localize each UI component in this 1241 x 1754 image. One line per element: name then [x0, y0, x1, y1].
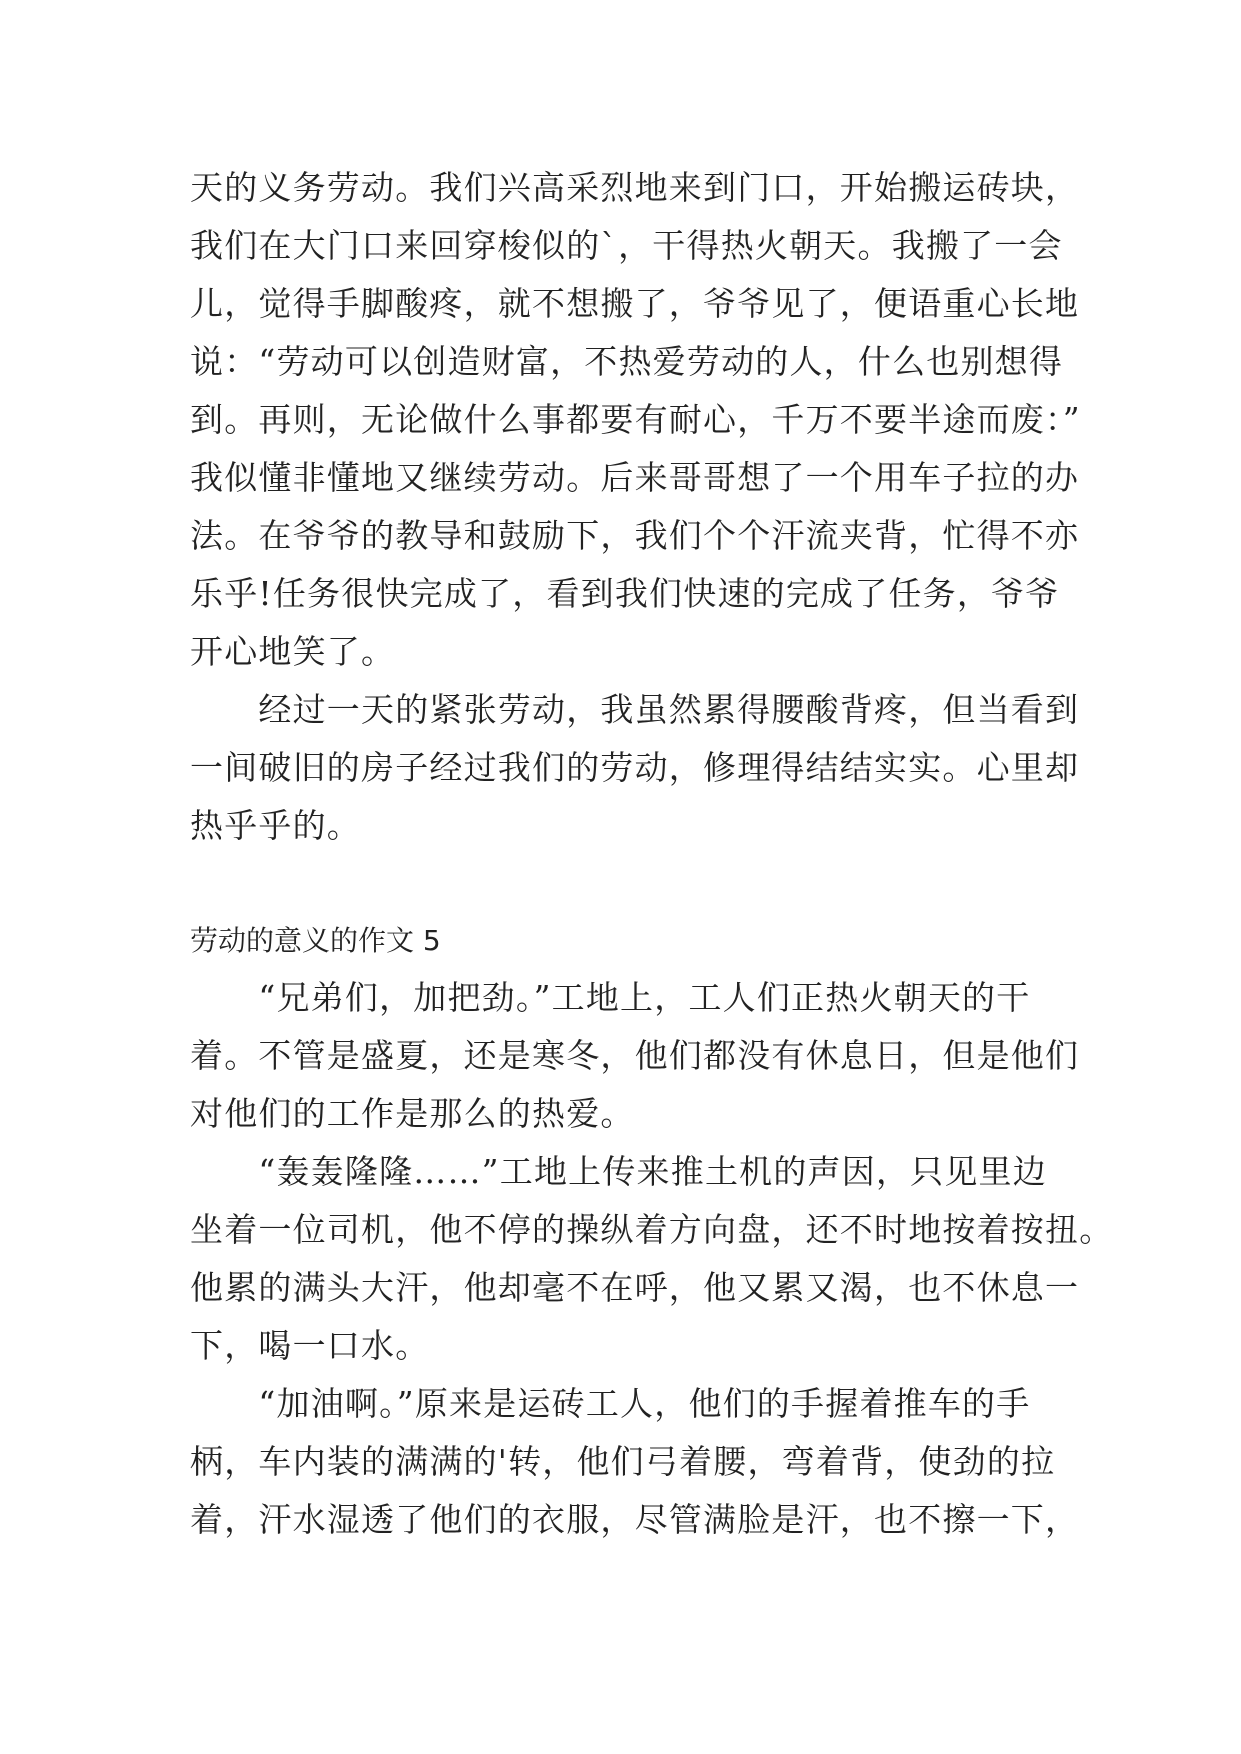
text-line: 他累的满头大汗，他却毫不在呼，他又累又渴，也不休息一	[190, 1268, 1080, 1307]
text-line: 一间破旧的房子经过我们的劳动，修理得结结实实。心里却	[190, 748, 1080, 787]
text-line: 我似懂非懂地又继续劳动。后来哥哥想了一个用车子拉的办	[190, 458, 1080, 497]
text-line: 法。在爷爷的教导和鼓励下，我们个个汗流夹背，忙得不亦	[190, 516, 1080, 555]
text-line: 柄，车内装的满满的'转，他们弓着腰，弯着背，使劲的拉	[190, 1442, 1056, 1481]
text-line: 儿，觉得手脚酸疼，就不想搬了，爷爷见了，便语重心长地	[190, 284, 1080, 323]
text-line: 热乎乎的。	[190, 806, 361, 845]
section-title: 劳动的意义的作文 5	[190, 924, 441, 957]
text-line: 我们在大门口来回穿梭似的`，干得热火朝天。我搬了一会	[190, 226, 1063, 265]
text-line: 说：“劳动可以创造财富，不热爱劳动的人，什么也别想得	[190, 342, 1064, 381]
text-line: 下，喝一口水。	[190, 1326, 430, 1365]
text-line: 着，汗水湿透了他们的衣服，尽管满脸是汗，也不擦一下，	[190, 1500, 1080, 1539]
text-line: 经过一天的紧张劳动，我虽然累得腰酸背疼，但当看到	[190, 690, 1080, 729]
text-line: 天的义务劳动。我们兴高采烈地来到门口，开始搬运砖块，	[190, 168, 1080, 207]
text-line: 到。再则，无论做什么事都要有耐心，千万不要半途而废：”	[190, 400, 1081, 439]
text-line: 对他们的工作是那么的热爱。	[190, 1094, 635, 1133]
text-line: “兄弟们，加把劲。”工地上，工人们正热火朝天的干	[190, 978, 1031, 1017]
text-line: 开心地笑了。	[190, 632, 396, 671]
text-line: 着。不管是盛夏，还是寒冬，他们都没有休息日，但是他们	[190, 1036, 1080, 1075]
text-line: 乐乎!任务很快完成了，看到我们快速的完成了任务，爷爷	[190, 574, 1060, 613]
text-line: “轰轰隆隆……”工地上传来推土机的声因，只见里边	[190, 1152, 1047, 1191]
text-line: 坐着一位司机，他不停的操纵着方向盘，还不时地按着按扭。	[190, 1210, 1114, 1249]
text-line: “加油啊。”原来是运砖工人，他们的手握着推车的手	[190, 1384, 1031, 1423]
